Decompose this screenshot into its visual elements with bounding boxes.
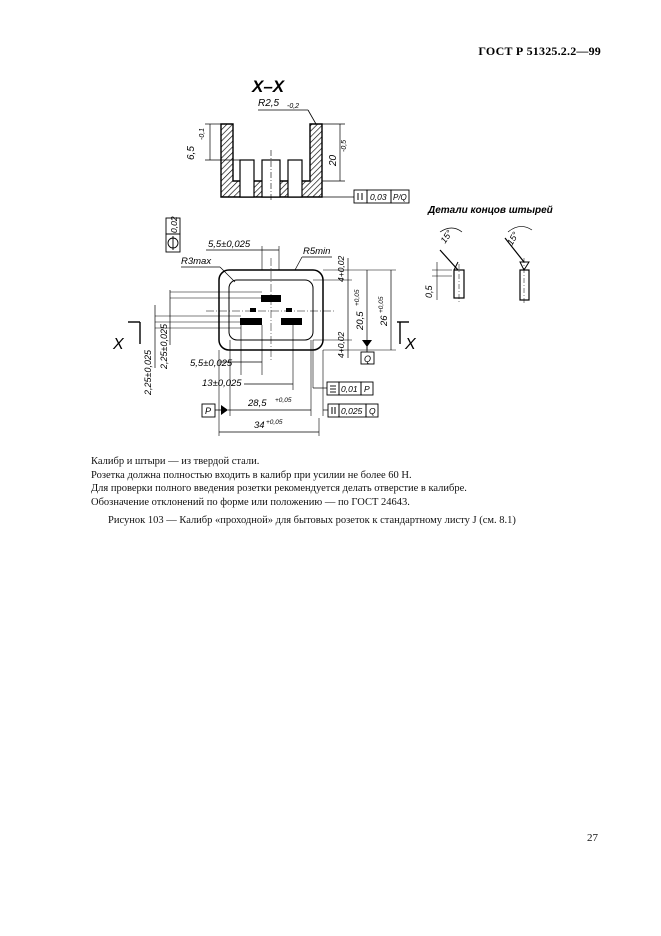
dim-bottom-5-5: 5,5±0,025 bbox=[190, 358, 233, 369]
section-title: X–X bbox=[252, 77, 285, 96]
dim-right-bottom: 4+0,02 bbox=[336, 331, 346, 358]
note-line: Розетка должна полностью входить в калибр при усилии не более 60 Н. bbox=[91, 469, 412, 481]
section-radius-label: R2,5 bbox=[258, 98, 280, 109]
figure-caption: Рисунок 103 — Калибр «проходной» для бытовых розеток к стандартному листу J (см. 8.1) bbox=[108, 515, 516, 526]
dim-bottom-13: 13±0,025 bbox=[202, 378, 242, 389]
pin-angle-1: 15° bbox=[438, 228, 455, 246]
section-tolerance-datum: P/Q bbox=[393, 193, 407, 202]
section-depth-tol: -0,1 bbox=[199, 127, 206, 140]
section-depth-label: 6,5 bbox=[186, 146, 197, 160]
plan-view bbox=[112, 216, 417, 436]
section-height-tol: -0,5 bbox=[341, 139, 348, 152]
note-line: Для проверки полного введения розетки рекомендуется делать отверстие в калибре. bbox=[91, 483, 467, 495]
dim-bottom-28-5: 28,5 bbox=[248, 398, 267, 409]
dim-right-26-tol: +0,05 bbox=[378, 296, 385, 313]
dim-right-top: 4+0,02 bbox=[336, 255, 346, 282]
dim-right-20-5: 20,5 bbox=[355, 311, 366, 330]
section-radius-tol: -0,2 bbox=[287, 103, 300, 110]
symmetry-value: 0,01 bbox=[341, 384, 358, 394]
pin-chamfer: 0,5 bbox=[424, 285, 434, 298]
page-number: 27 bbox=[587, 832, 598, 844]
document-code: ГОСТ Р 51325.2.2—99 bbox=[478, 44, 601, 58]
dim-left-1: 2,25±0,025 bbox=[143, 350, 153, 395]
notes-block bbox=[91, 455, 467, 509]
dim-bottom-34: 34 bbox=[254, 420, 265, 431]
technical-drawing bbox=[0, 0, 661, 450]
dim-right-26: 26 bbox=[379, 315, 390, 326]
section-mark-right: X bbox=[405, 336, 416, 353]
pin-details bbox=[424, 205, 553, 304]
radius-min: R5min bbox=[303, 246, 331, 257]
dim-right-20-5-tol: +0,05 bbox=[354, 289, 361, 306]
parallel-value: 0,025 bbox=[341, 406, 363, 416]
flatness-value: 0,02 bbox=[169, 216, 179, 233]
dim-bottom-34-tol: +0,05 bbox=[266, 419, 283, 426]
radius-max: R3max bbox=[181, 256, 212, 267]
dim-left-2: 2,25±0,025 bbox=[159, 324, 169, 369]
pin-detail-title: Детали концов штырей bbox=[428, 205, 553, 216]
dim-top-width: 5,5±0,025 bbox=[208, 239, 251, 250]
section-height-label: 20 bbox=[328, 154, 339, 166]
parallel-datum: Q bbox=[369, 406, 376, 416]
section-view bbox=[186, 77, 409, 203]
section-tolerance-value: 0,03 bbox=[370, 192, 387, 202]
section-mark-left: X bbox=[113, 336, 124, 353]
note-line: Обозначение отклонений по форме или положению — по ГОСТ 24643. bbox=[91, 496, 410, 508]
note-line: Калибр и штыри — из твердой стали. bbox=[91, 456, 260, 467]
pin-angle-2: 15° bbox=[505, 230, 521, 247]
datum-q: Q bbox=[364, 354, 372, 364]
symmetry-datum: P bbox=[364, 384, 370, 394]
dim-bottom-28-5-tol: +0,05 bbox=[275, 397, 292, 404]
datum-p: P bbox=[205, 406, 212, 416]
